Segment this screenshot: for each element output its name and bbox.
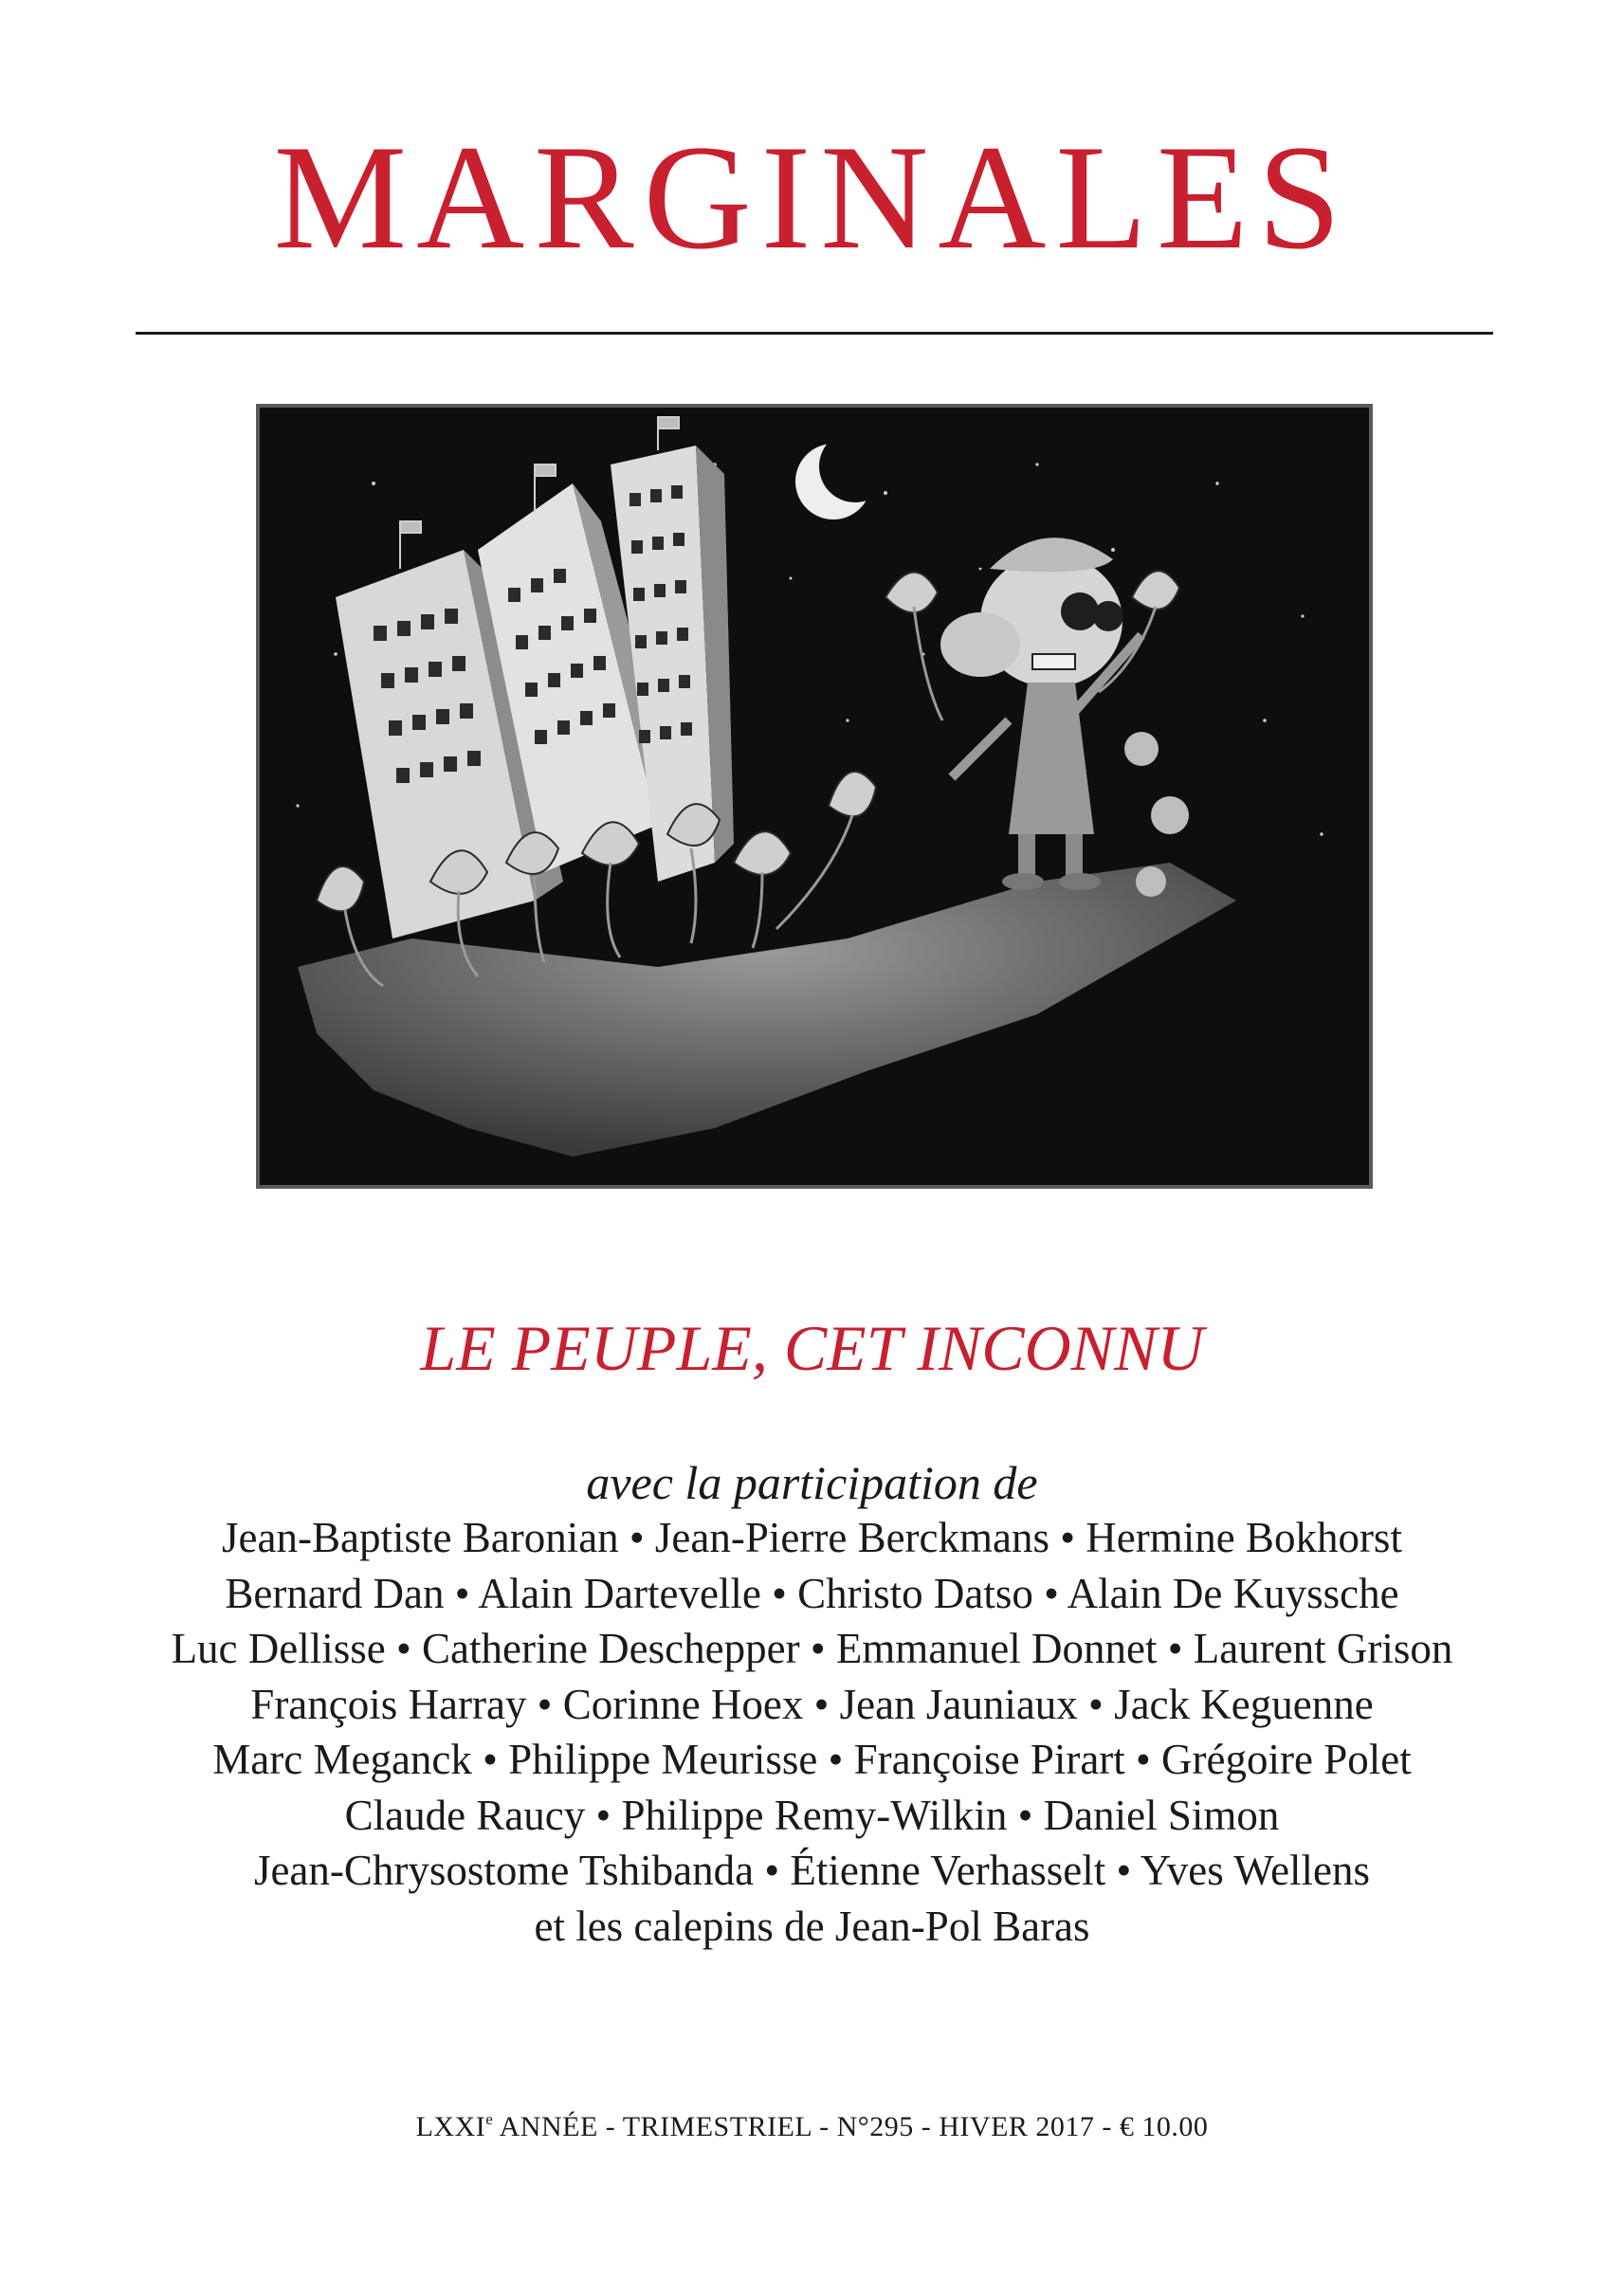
title-divider: [136, 332, 1493, 335]
magazine-title: MARGINALES: [273, 115, 1351, 281]
contributors-line: Marc Meganck • Philippe Meurisse • Françoise Pirart • Grégoire Polet: [212, 1736, 1412, 1783]
contributors-line: Claude Raucy • Philippe Remy-Wilkin • Daniel Simon: [344, 1791, 1280, 1839]
contributors-line: Luc Dellisse • Catherine Deschepper • Emmanuel Donnet • Laurent Grison: [171, 1625, 1453, 1672]
contributors-line: Jean-Chrysostome Tshibanda • Étienne Verhasselt • Yves Wellens: [253, 1847, 1371, 1894]
contributors-block: [0, 1455, 1624, 1954]
contributors-line: Jean-Baptiste Baronian • Jean-Pierre Berckmans • Hermine Bokhorst: [222, 1514, 1402, 1561]
cover-illustration: [260, 408, 1369, 1185]
contributors-intro: avec la participation de: [586, 1456, 1038, 1509]
night-city-illustration-icon: [260, 408, 1369, 1185]
issue-details: ANNÉE - TRIMESTRIEL - N°295 - HIVER 2017 - € 10.00: [493, 2111, 1209, 2142]
contributors-line: et les calepins de Jean-Pol Baras: [534, 1902, 1090, 1950]
contributors-line: François Harray • Corinne Hoex • Jean Jauniaux • Jack Keguenne: [250, 1680, 1374, 1728]
issue-title: LE PEUPLE, CET INCONNU: [420, 1312, 1204, 1384]
issue-info-footer: [0, 2110, 1624, 2143]
year-superscript: e: [485, 2110, 494, 2128]
year-roman: LXXI: [415, 2111, 486, 2142]
contributors-line: Bernard Dan • Alain Dartevelle • Christo Datso • Alain De Kuyssche: [225, 1569, 1399, 1617]
